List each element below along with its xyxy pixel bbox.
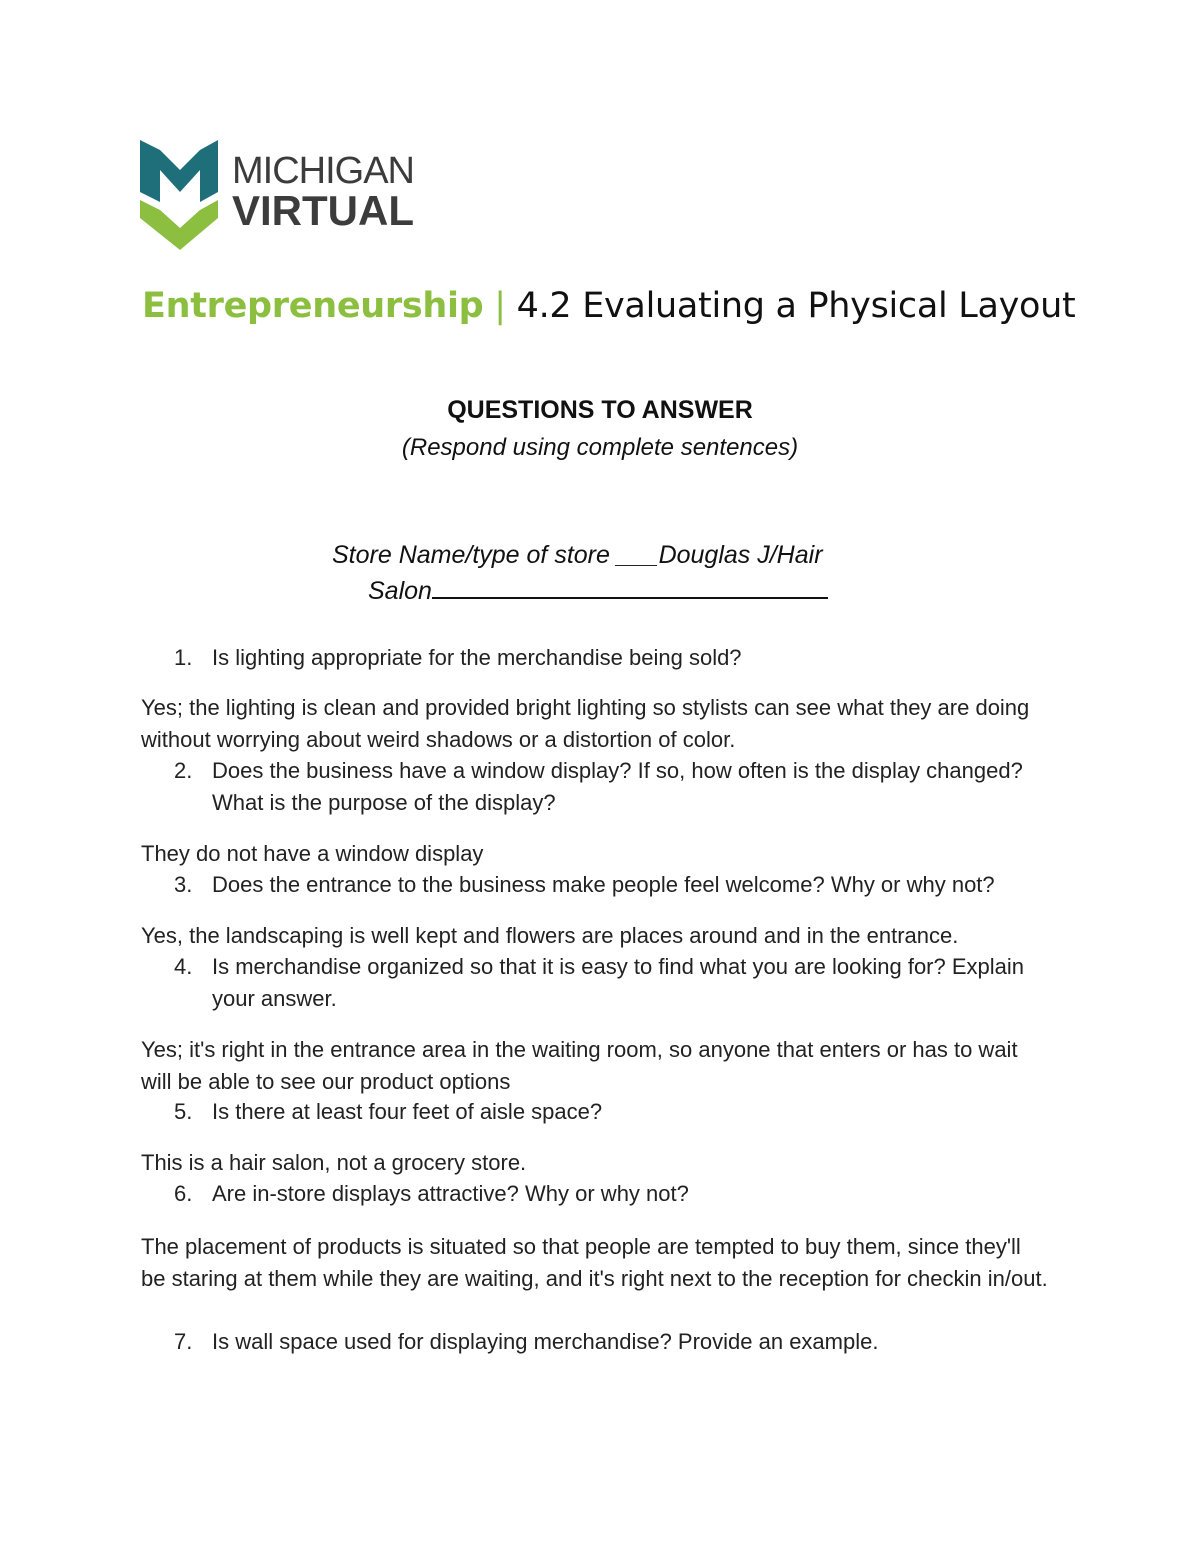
question-text: Is there at least four feet of aisle space? [212,1099,603,1124]
question-3 [174,869,1074,901]
question-number: 7. [174,1329,193,1354]
question-number: 6. [174,1181,193,1206]
question-text: Does the business have a window display? If so, how often is the display changed? What is the purpose of the display? [212,758,1023,815]
page-title [142,286,1075,326]
question-text: Is merchandise organized so that it is easy to find what you are looking for? Explain your answer. [212,954,1025,1011]
question-number: 5. [174,1099,193,1124]
title-separator: | [494,286,506,326]
store-name-blank [432,577,828,599]
question-number: 1. [174,645,193,670]
question-4 [174,951,1074,1011]
question-text: Is wall space used for displaying merchandise? Provide an example. [212,1329,879,1354]
question-6 [174,1178,1074,1210]
question-1 [174,642,1074,674]
question-text: Is lighting appropriate for the merchandise being sold? [212,645,742,670]
section-instruction: (Respond using complete sentences) [401,434,799,461]
answer-1: Yes; the lighting is clean and provided bright lighting so stylists can see what they are doing without worrying about weird shadows or a distortion of color. [141,695,1030,752]
question-2 [174,755,1074,815]
answer-4: Yes; it's right in the entrance area in the waiting room, so anyone that enters or has to wait will be able to see our product options [141,1037,1018,1094]
question-7 [174,1326,1074,1358]
store-name-line-1: Store Name/type of store ___Douglas J/Hair [332,541,823,569]
logo-mark-icon [140,140,222,252]
answer-2: They do not have a window display [141,841,484,866]
store-name-line-2 [368,577,828,606]
answer-6: The placement of products is situated so that people are tempted to buy them, since they'll be staring at them while they are waiting, and it's right next to the reception for checkin in/out. [141,1234,1048,1291]
answer-5: This is a hair salon, not a grocery store. [141,1150,527,1175]
question-5 [174,1096,1074,1128]
question-text: Are in-store displays attractive? Why or why not? [212,1181,689,1206]
logo-line-2: VIRTUAL [232,187,414,234]
question-number: 4. [174,954,193,979]
section-heading: QUESTIONS TO ANSWER [447,396,753,424]
michigan-virtual-logo [140,140,440,252]
question-text: Does the entrance to the business make people feel welcome? Why or why not? [212,872,995,897]
logo-line-1: MICHIGAN [232,150,414,192]
store-name-suffix: Salon [368,577,432,605]
question-number: 2. [174,758,193,783]
question-number: 3. [174,872,193,897]
answer-3: Yes, the landscaping is well kept and flowers are places around and in the entrance. [141,923,959,948]
course-name: Entrepreneurship [142,286,484,326]
lesson-title: 4.2 Evaluating a Physical Layout [516,286,1076,326]
logo-wordmark [232,152,414,232]
